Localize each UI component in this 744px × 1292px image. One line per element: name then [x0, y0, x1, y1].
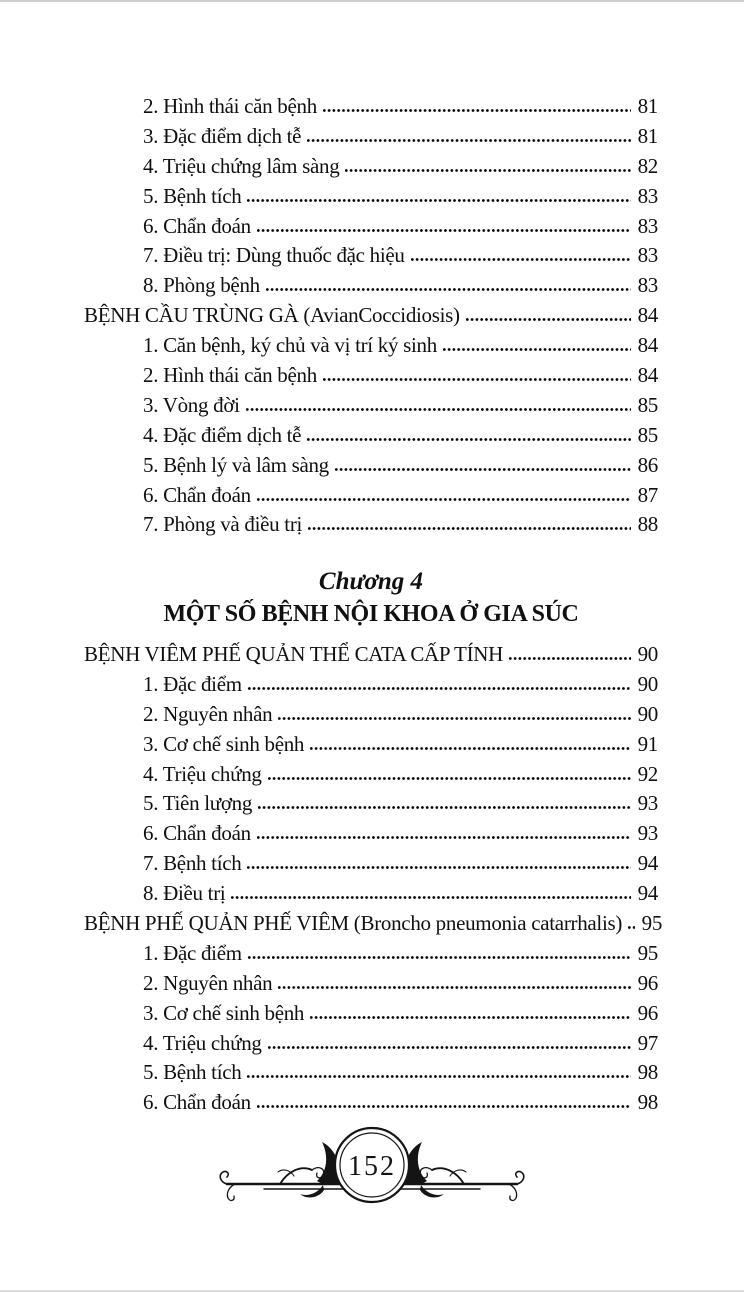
toc-entry-page-number: 93 [637, 791, 658, 816]
toc-entry-label: 1. Đặc điểm [143, 671, 242, 696]
toc-section-header [84, 642, 658, 672]
dot-leader [322, 108, 631, 113]
toc-entry-page-number: 85 [637, 392, 658, 417]
toc-entry [84, 273, 658, 303]
dot-leader [307, 526, 631, 531]
toc-entry-page-number: 84 [637, 333, 658, 358]
toc-entry [84, 363, 658, 393]
toc-entry-page-number: 87 [637, 482, 658, 507]
toc-entry-label: 1. Đặc điểm [143, 940, 242, 965]
toc-entry-label: 3. Cơ chế sinh bệnh [143, 731, 305, 756]
toc-entry [84, 214, 658, 244]
toc-entry-label: 7. Bệnh tích [143, 851, 242, 876]
toc-list-bottom [84, 642, 663, 1120]
toc-entry-label: 2. Nguyên nhân [143, 970, 273, 995]
toc-entry-label: 7. Phòng và điều trị [143, 512, 303, 537]
dot-leader [277, 716, 631, 721]
page-footer [0, 1124, 744, 1214]
dot-leader [306, 138, 631, 143]
toc-entry-label: BỆNH PHẾ QUẢN PHẾ VIÊM (Broncho pneumonia catarrhalis) [84, 911, 623, 936]
toc-entry-page-number: 83 [637, 243, 658, 268]
dot-leader [256, 228, 631, 233]
toc-entry-page-number: 91 [637, 731, 658, 756]
dot-leader [627, 925, 635, 930]
toc-entry-label: 4. Triệu chứng lâm sàng [143, 153, 340, 178]
dot-leader [256, 1104, 631, 1109]
toc-entry [84, 1001, 658, 1031]
dot-leader [247, 686, 631, 691]
dot-leader [277, 985, 631, 990]
toc-entry [84, 423, 658, 453]
toc-entry [84, 184, 658, 214]
toc-section-header [84, 303, 658, 333]
dot-leader [309, 746, 631, 751]
toc-entry-label: 3. Đặc điểm dịch tễ [143, 123, 302, 148]
toc-entry-label: 8. Điều trị [143, 881, 226, 906]
toc-entry-page-number: 96 [637, 1000, 658, 1025]
toc-entry-page-number: 97 [637, 1030, 658, 1055]
toc-entry-page-number: 85 [637, 422, 658, 447]
dot-leader [245, 407, 631, 412]
dot-leader [306, 437, 631, 442]
toc-entry-page-number: 82 [637, 153, 658, 178]
dot-leader [344, 168, 631, 173]
dot-leader [256, 497, 631, 502]
toc-entry-label: 2. Nguyên nhân [143, 701, 273, 726]
dot-leader [246, 198, 631, 203]
toc-entry [84, 393, 658, 423]
toc-entry-label: 7. Điều trị: Dùng thuốc đặc hiệu [143, 243, 405, 268]
dot-leader [256, 835, 631, 840]
toc-section-header [84, 911, 663, 941]
toc-entry [84, 512, 658, 542]
toc-entry-page-number: 94 [637, 881, 658, 906]
toc-entry-page-number: 95 [637, 940, 658, 965]
toc-entry-page-number: 93 [637, 821, 658, 846]
chapter-heading [84, 567, 658, 630]
toc-entry [84, 243, 658, 273]
dot-leader [442, 347, 631, 352]
dot-leader [230, 895, 631, 900]
toc-entry-page-number: 83 [637, 273, 658, 298]
toc-entry-page-number: 88 [637, 512, 658, 537]
toc-entry-label: 6. Chẩn đoán [143, 1090, 251, 1115]
toc-entry-page-number: 86 [637, 452, 658, 477]
toc-entry-page-number: 90 [637, 671, 658, 696]
toc-entry-label: 6. Chẩn đoán [143, 821, 251, 846]
toc-entry-page-number: 90 [637, 701, 658, 726]
toc-entry-label: 8. Phòng bệnh [143, 273, 260, 298]
toc-entry-label: 5. Bệnh tích [143, 1060, 242, 1085]
toc-entry [84, 791, 658, 821]
toc-entry-label: 5. Tiên lượng [143, 791, 253, 816]
toc-entry [84, 333, 658, 363]
dot-leader [246, 865, 631, 870]
toc-entry-label: 3. Cơ chế sinh bệnh [143, 1000, 305, 1025]
dot-leader [246, 1074, 631, 1079]
toc-entry [84, 124, 658, 154]
page-number: 152 [348, 1151, 396, 1182]
toc-entry-page-number: 94 [637, 851, 658, 876]
toc-entry [84, 732, 658, 762]
toc-entry [84, 941, 658, 971]
toc-entry [84, 702, 658, 732]
dot-leader [334, 467, 631, 472]
toc-entry-page-number: 98 [637, 1060, 658, 1085]
toc-entry-label: 3. Vòng đời [143, 392, 240, 417]
toc-entry-label: 2. Hình thái căn bệnh [143, 363, 317, 388]
dot-leader [309, 1015, 631, 1020]
dot-leader [508, 656, 631, 661]
toc-entry-label: 4. Đặc điểm dịch tễ [143, 422, 302, 447]
toc-list-top [84, 94, 658, 542]
toc-entry-label: BỆNH VIÊM PHẾ QUẢN THỂ CATA CẤP TÍNH [84, 642, 504, 667]
toc-entry-label: 2. Hình thái căn bệnh [143, 94, 317, 118]
toc-entry-page-number: 95 [641, 911, 663, 936]
dot-leader [465, 317, 631, 322]
toc-entry-label: BỆNH CẦU TRÙNG GÀ (AvianCoccidiosis) [84, 303, 460, 328]
toc-entry [84, 1031, 658, 1061]
dot-leader [410, 257, 631, 262]
table-of-contents [0, 2, 744, 1120]
toc-entry-label: 1. Căn bệnh, ký chủ và vị trí ký sinh [143, 333, 437, 358]
toc-entry [84, 453, 658, 483]
chapter-title: MỘT SỐ BỆNH NỘI KHOA Ở GIA SÚC [163, 600, 579, 627]
toc-entry-label: 5. Bệnh tích [143, 183, 242, 208]
toc-entry [84, 971, 658, 1001]
toc-entry-label: 6. Chẩn đoán [143, 482, 251, 507]
dot-leader [267, 776, 631, 781]
toc-entry-page-number: 81 [637, 123, 658, 148]
page-number-ornament [212, 1124, 532, 1214]
toc-entry-page-number: 90 [637, 642, 658, 667]
dot-leader [247, 955, 631, 960]
dot-leader [257, 805, 631, 810]
toc-entry-page-number: 83 [637, 183, 658, 208]
dot-leader [322, 377, 631, 382]
toc-entry-label: 4. Triệu chứng [143, 1030, 262, 1055]
toc-entry-label: 4. Triệu chứng [143, 761, 262, 786]
toc-entry-page-number: 83 [637, 213, 658, 238]
toc-entry [84, 1060, 658, 1090]
toc-entry [84, 762, 658, 792]
dot-leader [265, 287, 631, 292]
chapter-number-label: Chương 4 [318, 568, 424, 596]
toc-entry-page-number: 84 [637, 363, 658, 388]
toc-entry [84, 821, 658, 851]
toc-entry [84, 1090, 658, 1120]
toc-entry-page-number: 81 [637, 94, 658, 118]
toc-entry [84, 851, 658, 881]
toc-entry-page-number: 92 [637, 761, 658, 786]
toc-entry-label: 6. Chẩn đoán [143, 213, 251, 238]
toc-entry [84, 154, 658, 184]
toc-entry-page-number: 98 [637, 1090, 658, 1115]
toc-entry-label: 5. Bệnh lý và lâm sàng [143, 452, 329, 477]
toc-entry-page-number: 96 [637, 970, 658, 995]
toc-entry [84, 672, 658, 702]
toc-entry [84, 483, 658, 513]
toc-entry [84, 94, 658, 124]
toc-entry-page-number: 84 [637, 303, 658, 328]
toc-entry [84, 881, 658, 911]
dot-leader [267, 1045, 631, 1050]
